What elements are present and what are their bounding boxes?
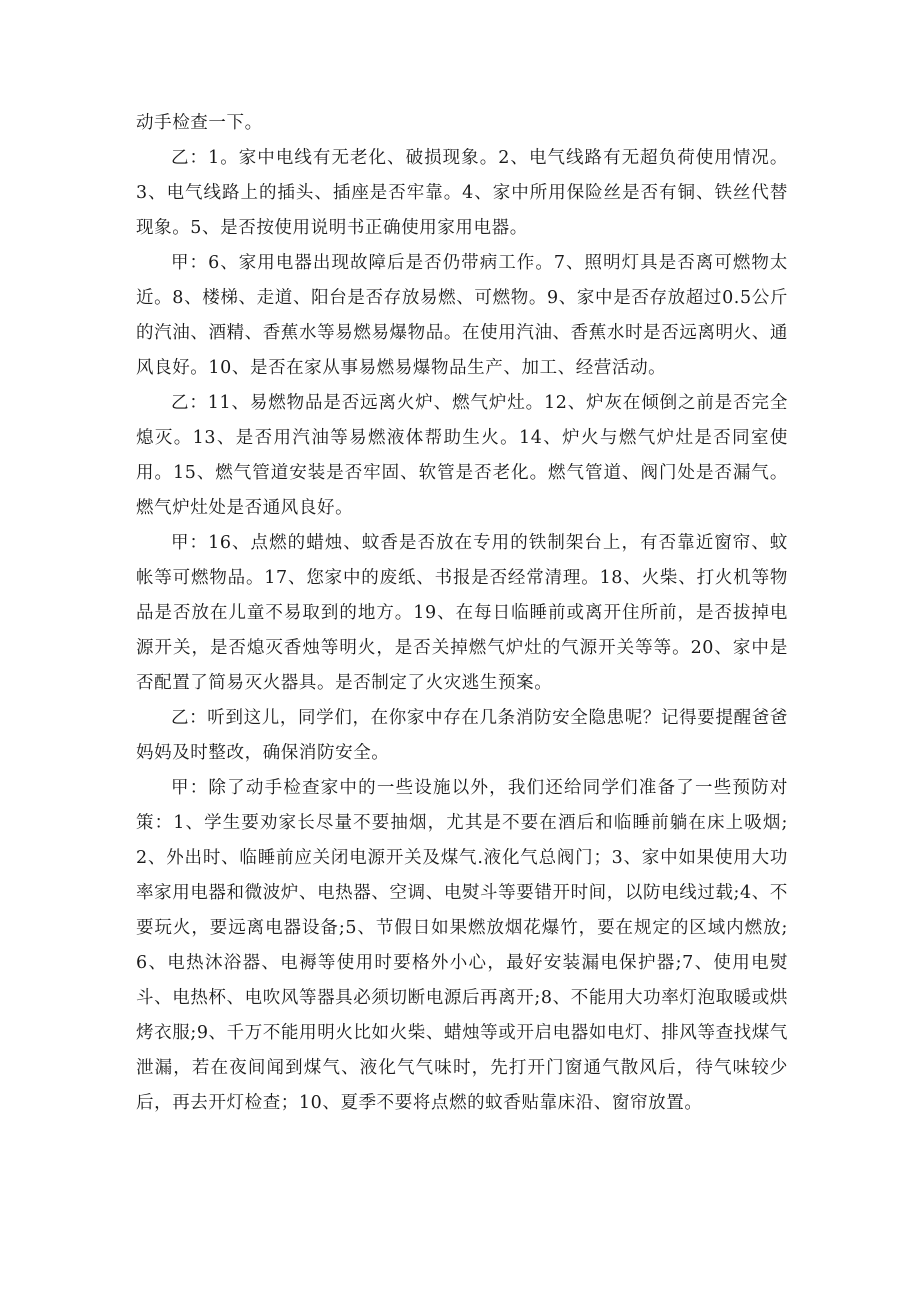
paragraph-yi-reminder: 乙：听到这儿，同学们，在你家中存在几条消防安全隐患呢？记得要提醒爸爸妈妈及时整改，确保消防安全。 bbox=[136, 708, 788, 763]
paragraph-yi-checklist-11-15: 乙：11、易燃物品是否远离火炉、燃气炉灶。12、炉灰在倾倒之前是否完全熄灭。13、是否用汽油等易燃液体帮助生火。14、炉火与燃气炉灶是否同室使用。15、燃气管道安装是否牢固、软管是否老化。燃气管道、阀门处是否漏气。燃气炉灶处是否通风良好。 bbox=[136, 393, 788, 518]
document-body bbox=[136, 106, 788, 1121]
paragraph-yi-checklist-1-5: 乙：1。家中电线有无老化、破损现象。2、电气线路有无超负荷使用情况。3、电气线路上的插头、插座是否牢靠。4、家中所用保险丝是否有铜、铁丝代替现象。5、是否按使用说明书正确使用家用电器。 bbox=[136, 148, 788, 238]
paragraph-jia-prevention-measures: 甲：除了动手检查家中的一些设施以外，我们还给同学们准备了一些预防对策：1、学生要劝家长尽量不要抽烟，尤其是不要在酒后和临睡前躺在床上吸烟;2、外出时、临睡前应关闭电源开关及煤气.液化气总阀门；3、家中如果使用大功率家用电器和微波炉、电热器、空调、电熨斗等要错开时间，以防电线过载;4、不要玩火，要远离电器设备;5、节假日如果燃放烟花爆竹，要在规定的区域内燃放;6、电热沐浴器、电褥等使用时要格外小心，最好安装漏电保护器;7、使用电熨斗、电热杯、电吹风等器具必须切断电源后再离开;8、不能用大功率灯泡取暖或烘烤衣服;9、千万不能用明火比如火柴、蜡烛等或开启电器如电灯、排风等查找煤气泄漏，若在夜间闻到煤气、液化气气味时，先打开门窗通气散风后，待气味较少后，再去开灯检查；10、夏季不要将点燃的蚊香贴靠床沿、窗帘放置。 bbox=[136, 778, 788, 1113]
paragraph-continuation: 动手检查一下。 bbox=[136, 113, 263, 133]
paragraph-jia-checklist-16-20: 甲：16、点燃的蜡烛、蚊香是否放在专用的铁制架台上，有否靠近窗帘、蚊帐等可燃物品。17、您家中的废纸、书报是否经常清理。18、火柴、打火机等物品是否放在儿童不易取到的地方。19、在每日临睡前或离开住所前，是否拔掉电源开关，是否熄灭香烛等明火，是否关掉燃气炉灶的气源开关等等。20、家中是否配置了简易灭火器具。是否制定了火灾逃生预案。 bbox=[136, 533, 788, 693]
paragraph-jia-checklist-6-10: 甲：6、家用电器出现故障后是否仍带病工作。7、照明灯具是否离可燃物太近。8、楼梯、走道、阳台是否存放易燃、可燃物。9、家中是否存放超过0.5公斤的汽油、酒精、香蕉水等易燃易爆物品。在使用汽油、香蕉水时是否远离明火、通风良好。10、是否在家从事易燃易爆物品生产、加工、经营活动。 bbox=[136, 253, 788, 378]
